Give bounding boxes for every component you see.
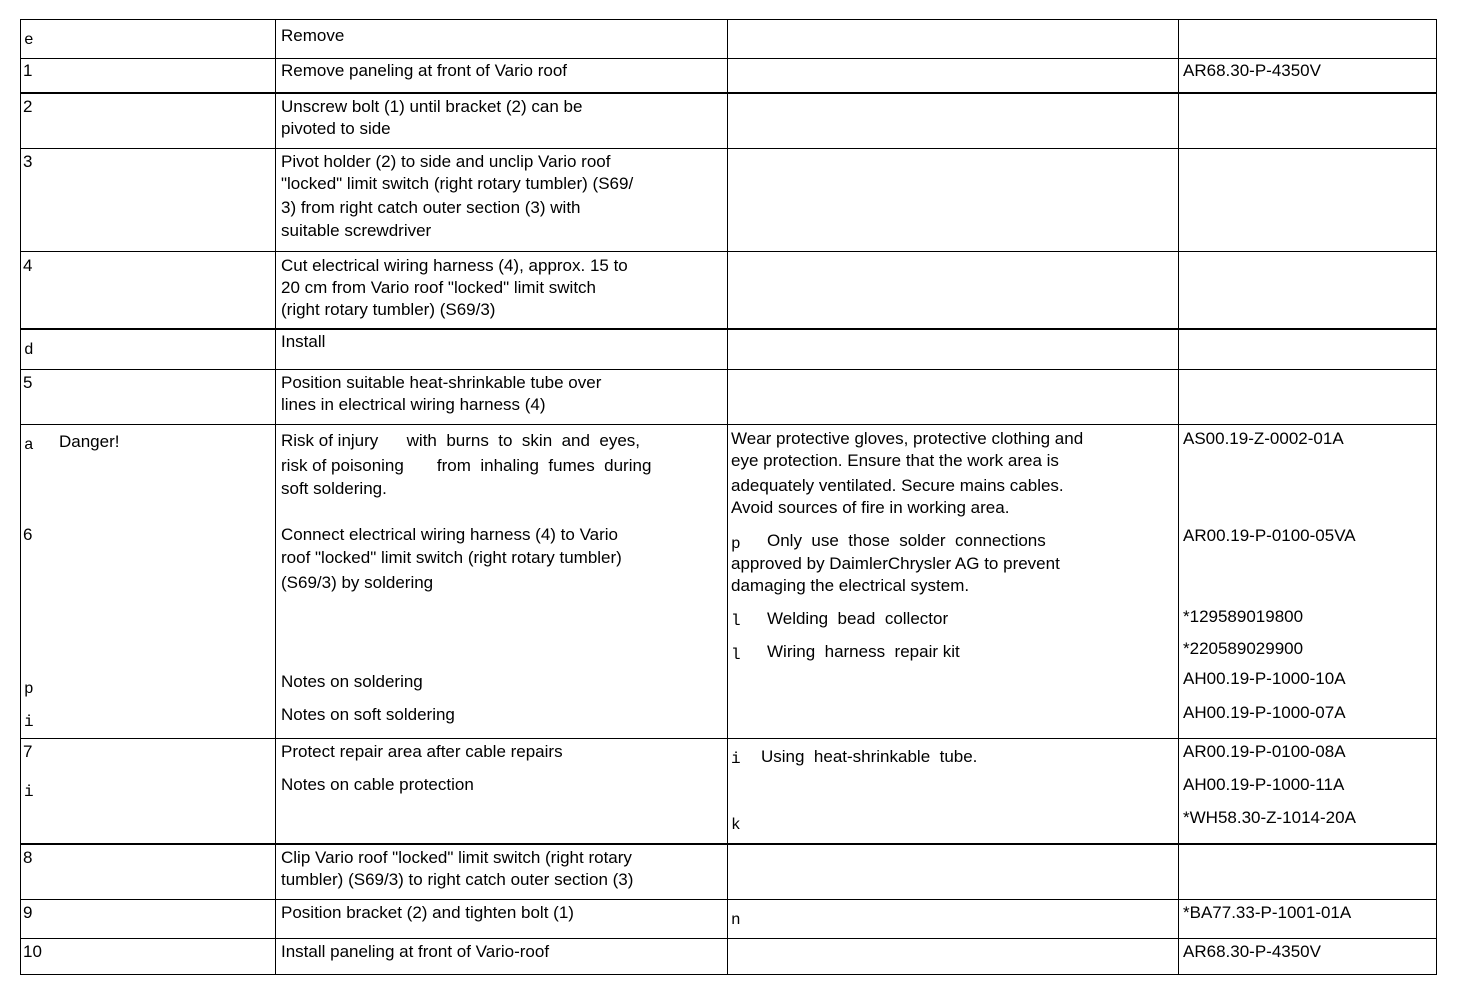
notes-symbol-i: i (24, 782, 34, 801)
table-row (21, 20, 1437, 59)
step-text-line: Connect electrical wiring harness (4) to Vario (281, 524, 618, 544)
step-text-line: pivoted to side (281, 119, 391, 138)
step-text-line: suitable screwdriver (281, 221, 432, 240)
warning-text-line: Wear protective gloves, protective clothing and (731, 428, 1084, 448)
step-symbol: e (24, 31, 34, 49)
step-text: Remove (281, 26, 345, 45)
risk-text-line: soft soldering. (281, 478, 387, 498)
step-number: 2 (23, 97, 33, 116)
reference-code: AH00.19-P-1000-11A (1183, 774, 1345, 794)
risk-text-line: Risk of injury with burns to skin and eyes, (281, 430, 641, 450)
note-symbol-i: i (731, 749, 741, 768)
table-row (21, 369, 1437, 424)
danger-symbol: a (24, 435, 34, 454)
tool-symbol: l (731, 611, 741, 630)
part-number: *129589019800 (1183, 606, 1304, 626)
step-number: 1 (23, 61, 33, 80)
step-text-line: 20 cm from Vario roof "locked" limit switch (281, 278, 597, 297)
table-row (21, 900, 1437, 939)
step-text: Protect repair area after cable repairs (281, 741, 563, 761)
warning-text-line: Avoid sources of fire in working area. (731, 497, 1010, 517)
step-number: 3 (23, 152, 33, 171)
step-text: Install paneling at front of Vario-roof (281, 942, 550, 961)
notes-symbol-i: i (24, 712, 34, 731)
part-number: *220589029900 (1183, 638, 1304, 658)
reference-code: AH00.19-P-1000-07A (1183, 702, 1346, 722)
table-row (21, 329, 1437, 369)
step-text-line: tumbler) (S69/3) to right catch outer section (3) (281, 869, 634, 889)
step-number: 8 (23, 847, 33, 867)
danger-label: Danger! (59, 431, 120, 451)
note-text-line: approved by DaimlerChrysler AG to prevent (731, 553, 1060, 573)
step-text-line: lines in electrical wiring harness (4) (281, 394, 546, 414)
warning-text-line: eye protection. Ensure that the work area is (731, 450, 1059, 470)
step-text-line: roof "locked" limit switch (right rotary tumbler) (281, 547, 622, 567)
step-text-line: Position suitable heat-shrinkable tube over (281, 372, 602, 392)
step-text-line: "locked" limit switch (right rotary tumbler) (S69/ (281, 174, 634, 193)
step-number: 6 (23, 524, 33, 544)
step-text: Remove paneling at front of Vario roof (281, 61, 568, 80)
reference-code: *WH58.30-Z-1014-20A (1183, 807, 1356, 827)
tool-name: Welding bead collector (767, 608, 949, 628)
note-text-line: Only use those solder connections (767, 530, 1046, 550)
step-text-line: Pivot holder (2) to side and unclip Vario roof (281, 152, 611, 171)
step-number: 10 (23, 942, 42, 961)
step-text: Install (281, 332, 326, 351)
note-text: Using heat-shrinkable tube. (761, 746, 978, 766)
table-row (21, 93, 1437, 149)
step-text-line: Cut electrical wiring harness (4), approx. 15 to (281, 256, 628, 275)
reference-code: AR00.19-P-0100-08A (1183, 741, 1346, 761)
warning-text-line: adequately ventilated. Secure mains cables. (731, 475, 1064, 495)
step-number: 4 (23, 256, 33, 275)
reference-code: AS00.19-Z-0002-01A (1183, 428, 1344, 448)
step-number: 9 (23, 903, 33, 922)
step-symbol: d (24, 341, 34, 359)
note-text-line: damaging the electrical system. (731, 575, 970, 595)
table-row (21, 424, 1437, 738)
step-text-line: (right rotary tumbler) (S69/3) (281, 300, 496, 319)
table-row (21, 149, 1437, 252)
step-text: Position bracket (2) and tighten bolt (1) (281, 903, 574, 922)
step-text-line: 3) from right catch outer section (3) with (281, 198, 581, 217)
step-number: 5 (23, 372, 33, 392)
note-symbol-k: k (731, 815, 741, 834)
notes-symbol-p: p (24, 679, 34, 698)
reference-code: AR00.19-P-0100-05VA (1183, 525, 1356, 545)
step-text-line: Clip Vario roof "locked" limit switch (right rotary (281, 847, 632, 867)
table-row (21, 252, 1437, 330)
tool-name: Wiring harness repair kit (767, 641, 960, 661)
table-row (21, 844, 1437, 900)
tool-symbol: l (731, 645, 741, 664)
notes-on-cable-protection: Notes on cable protection (281, 774, 474, 794)
notes-on-soldering: Notes on soldering (281, 671, 423, 691)
step-number: 7 (23, 741, 33, 761)
notes-on-soft-soldering: Notes on soft soldering (281, 704, 455, 724)
reference-code: AH00.19-P-1000-10A (1183, 668, 1346, 688)
reference-code: AR68.30-P-4350V (1183, 942, 1321, 961)
reference-code: *BA77.33-P-1001-01A (1183, 903, 1352, 922)
note-symbol-n: n (731, 911, 741, 929)
reference-code: AR68.30-P-4350V (1183, 61, 1321, 80)
procedure-table (20, 19, 1437, 975)
step-text-line: Unscrew bolt (1) until bracket (2) can be (281, 97, 583, 116)
table-row (21, 59, 1437, 94)
note-symbol-p: p (731, 534, 741, 553)
step-text-line: (S69/3) by soldering (281, 572, 434, 592)
table-row (21, 738, 1437, 844)
risk-text-line: risk of poisoning from inhaling fumes during (281, 455, 652, 475)
table-row (21, 939, 1437, 975)
